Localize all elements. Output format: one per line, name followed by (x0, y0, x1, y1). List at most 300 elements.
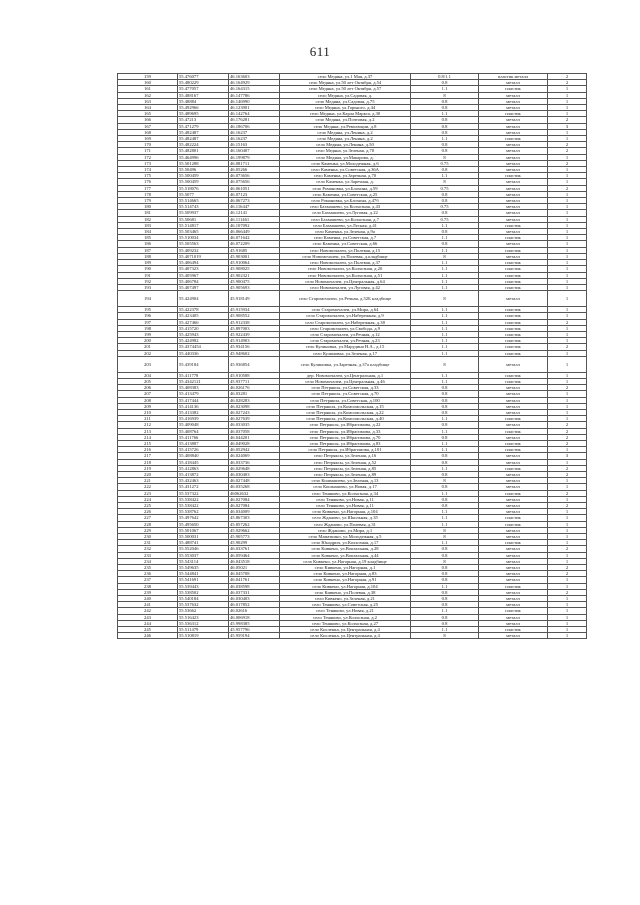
longitude-cell: 46.07123 (229, 191, 280, 197)
count-cell: 2 (548, 160, 587, 166)
address-cell: село Теняково, ул.Новая, д.11 (280, 496, 411, 502)
material-cell: металл (479, 154, 548, 160)
row-number-cell: 237 (118, 577, 178, 583)
volume-cell: 0.8 (411, 409, 479, 415)
count-cell: 1 (548, 577, 587, 583)
longitude-cell: 46.176281 (229, 117, 280, 123)
count-cell: 1 (548, 540, 587, 546)
material-cell: металл (479, 527, 548, 533)
registry-table (117, 73, 587, 639)
row-number-cell: 207 (118, 391, 178, 397)
row-number-cell: 216 (118, 447, 178, 453)
longitude-cell: 46.081711 (229, 160, 280, 166)
volume-cell: 0.8 (411, 620, 479, 626)
volume-cell: 0.8 (411, 459, 479, 465)
longitude-cell: 46.027639 (229, 416, 280, 422)
material-cell: металл (479, 577, 548, 583)
latitude-cell: 55.510034 (178, 235, 229, 241)
row-number-cell: 226 (118, 509, 178, 515)
volume-cell: 1.1 (411, 319, 479, 325)
count-cell: 1 (548, 204, 587, 210)
material-cell: металл (479, 98, 548, 104)
latitude-cell: 55.424904 (178, 291, 229, 307)
volume-cell: 0.8 (411, 471, 479, 477)
address-cell: село Маматкино, ул.Молодежная, д.5 (280, 534, 411, 540)
count-cell: 1 (548, 129, 587, 135)
latitude-cell: 55.409232 (178, 247, 229, 253)
material-cell: пластик (479, 627, 548, 633)
address-cell: село Кулиновка, ул.Заречная, д.37а кладбище (280, 356, 411, 372)
address-cell: село Петряксы, ул.Советская, д.33 (280, 385, 411, 391)
material-cell: пластик (479, 266, 548, 272)
count-cell: 2 (548, 428, 587, 434)
longitude-cell: 46.041761 (229, 577, 280, 583)
latitude-cell: 55.432463 (178, 478, 229, 484)
address-cell: село Медяна, ул.Садовая, д. (280, 92, 411, 98)
table-row (118, 247, 587, 253)
address-cell: село Медяна, ул.Почтовая, д.2 (280, 117, 411, 123)
row-number-cell: 243 (118, 614, 178, 620)
row-number-cell: 165 (118, 111, 178, 117)
material-cell: металл (479, 229, 548, 235)
row-number-cell: 197 (118, 319, 178, 325)
longitude-cell: 45.957796 (229, 627, 280, 633)
volume-cell: 0.8 (411, 503, 479, 509)
longitude-cell: 46.030403 (229, 596, 280, 602)
count-cell: 2 (548, 471, 587, 477)
volume-cell: 0.8 (411, 129, 479, 135)
latitude-cell: 55.431272 (178, 484, 229, 490)
count-cell: 1 (548, 179, 587, 185)
latitude-cell: 55.408764 (178, 428, 229, 434)
table-row (118, 577, 587, 583)
address-cell: село Старомочалеи, ул.Свобода, д.9 (280, 325, 411, 331)
material-cell: металл (479, 160, 548, 166)
volume-cell: 1.1 (411, 627, 479, 633)
volume-cell: 0.8 (411, 614, 479, 620)
count-cell: 1 (548, 284, 587, 290)
material-cell: металл (479, 403, 548, 409)
latitude-cell: 55.482224 (178, 142, 229, 148)
count-cell: 1 (548, 403, 587, 409)
address-cell: село Каменка, ул.Советская, д.7 (280, 235, 411, 241)
material-cell: металл (479, 204, 548, 210)
row-number-cell: 223 (118, 490, 178, 496)
material-cell: металл (479, 558, 548, 564)
count-cell: 1 (548, 216, 587, 222)
latitude-cell: 55.518076 (178, 185, 229, 191)
table-row (118, 278, 587, 284)
count-cell: 1 (548, 356, 587, 372)
address-cell: село Кивкено, ул.Полевая, д.38 (280, 589, 411, 595)
address-cell: село Бахмашево, ул.Колхозная, д.7 (280, 216, 411, 222)
table-row (118, 235, 587, 241)
count-cell: 1 (548, 260, 587, 266)
address-cell: село Петряксы, ул.Ибрагимова, д.70 (280, 434, 411, 440)
address-cell: село Петряксы, ул.Ибрагимова, д.22 (280, 422, 411, 428)
row-number-cell: 199 (118, 331, 178, 337)
table-row (118, 416, 587, 422)
material-cell: металл (479, 241, 548, 247)
count-cell: 1 (548, 447, 587, 453)
address-cell: село Каменка, ул.Зеленая, д.9а (280, 229, 411, 235)
address-cell: село Кивкено, ул.Нагорная, д.1 (280, 565, 411, 571)
latitude-cell: 55.422378 (178, 307, 229, 313)
volume-cell: 0.8 (411, 80, 479, 86)
longitude-cell: 45.912338 (229, 319, 280, 325)
row-number-cell: 188 (118, 253, 178, 259)
address-cell: село Новомочалеи, ул.Центральная, д.46 (280, 378, 411, 384)
count-cell: 3 (548, 453, 587, 459)
table-row (118, 260, 587, 266)
count-cell: 2 (548, 565, 587, 571)
material-cell: металл (479, 496, 548, 502)
volume-cell: 8 (411, 92, 479, 98)
material-cell: пластик (479, 378, 548, 384)
address-cell: село Романовка, ул.Блохина, д.59 (280, 185, 411, 191)
table-row (118, 191, 587, 197)
longitude-cell: 46.071642 (229, 235, 280, 241)
material-cell: металл (479, 142, 548, 148)
table-row (118, 571, 587, 577)
material-cell: металл (479, 509, 548, 515)
count-cell: 1 (548, 253, 587, 259)
volume-cell: 1.1 (411, 307, 479, 313)
longitude-cell: 45.90299 (229, 540, 280, 546)
material-cell: пластик (479, 608, 548, 614)
row-number-cell: 234 (118, 558, 178, 564)
material-cell: пластик (479, 416, 548, 422)
table-row (118, 98, 587, 104)
row-number-cell: 163 (118, 98, 178, 104)
row-number-cell: 167 (118, 123, 178, 129)
table-row (118, 465, 587, 471)
row-number-cell: 196 (118, 313, 178, 319)
address-cell: село Медяна, ул.Зеленая, д.70 (280, 148, 411, 154)
row-number-cell: 193 (118, 284, 178, 290)
volume-cell: 8 (411, 179, 479, 185)
address-cell: село Романовка, ул.Блохина, д.47б (280, 198, 411, 204)
count-cell: 1 (548, 596, 587, 602)
material-cell: пластик (479, 247, 548, 253)
volume-cell: 1.1 (411, 540, 479, 546)
longitude-cell: 46.037331 (229, 589, 280, 595)
longitude-cell: 46.163603 (229, 74, 280, 80)
row-number-cell: 235 (118, 565, 178, 571)
table-row (118, 546, 587, 552)
material-cell: металл (479, 185, 548, 191)
longitude-cell: 46.017852 (229, 602, 280, 608)
row-number-cell: 181 (118, 210, 178, 216)
material-cell: металл (479, 602, 548, 608)
row-number-cell: 227 (118, 515, 178, 521)
latitude-cell: 55.505563 (178, 241, 229, 247)
volume-cell: 0.8 (411, 117, 479, 123)
longitude-cell: 46.037058 (229, 428, 280, 434)
latitude-cell: 55.439184 (178, 356, 229, 372)
longitude-cell: 46.023098 (229, 403, 280, 409)
address-cell: село Медяна, ул.Ленина, д.50 (280, 142, 411, 148)
latitude-cell: 55.514743 (178, 204, 229, 210)
longitude-cell: 46.033761 (229, 546, 280, 552)
table-row (118, 534, 587, 540)
volume-cell: 1.1 (411, 222, 479, 228)
longitude-cell: 46.027084 (229, 503, 280, 509)
latitude-cell: 55.544841 (178, 571, 229, 577)
longitude-cell: 45.905693 (229, 284, 280, 290)
longitude-cell: 45.918149 (229, 291, 280, 307)
material-cell: металл (479, 565, 548, 571)
longitude-cell: 46.02616 (229, 608, 280, 614)
row-number-cell: 176 (118, 179, 178, 185)
volume-cell: 0.8 (411, 210, 479, 216)
count-cell: 1 (548, 154, 587, 160)
table-row (118, 229, 587, 235)
table-row (118, 319, 587, 325)
table-row (118, 633, 587, 639)
latitude-cell: 55.53662 (178, 608, 229, 614)
volume-cell: 0.8 (411, 496, 479, 502)
volume-cell: 0.75 (411, 216, 479, 222)
longitude-cell: 46.038598 (229, 583, 280, 589)
table-row (118, 266, 587, 272)
volume-cell: 0.8 (411, 453, 479, 459)
longitude-cell: 46.146990 (229, 98, 280, 104)
count-cell: 1 (548, 92, 587, 98)
address-cell: село Жданово, ул.Полевая, д.31 (280, 521, 411, 527)
table-row (118, 117, 587, 123)
address-cell: село Медяна, ул.Горького, д.44 (280, 105, 411, 111)
address-cell: село Медяна, ул.1 Мая, д.37 (280, 74, 411, 80)
longitude-cell: 46.147786 (229, 92, 280, 98)
longitude-cell: 45.936854 (229, 356, 280, 372)
latitude-cell: 55.537322 (178, 490, 229, 496)
longitude-cell: 45.959194 (229, 633, 280, 639)
table-row (118, 253, 587, 259)
table-row (118, 484, 587, 490)
material-cell: пластик (479, 465, 548, 471)
material-cell: металл (479, 385, 548, 391)
material-cell: пластик (479, 284, 548, 290)
table-row (118, 136, 587, 142)
table-row (118, 409, 587, 415)
table-row (118, 142, 587, 148)
longitude-cell: 46.043518 (229, 558, 280, 564)
table-row (118, 74, 587, 80)
address-cell: село Медяна, ул.Ленина, д.2 (280, 136, 411, 142)
latitude-cell: 55.476077 (178, 74, 229, 80)
volume-cell: 1.1 (411, 428, 479, 434)
volume-cell: 1.1 (411, 608, 479, 614)
count-cell: 2 (548, 142, 587, 148)
volume-cell: 8 (411, 478, 479, 484)
table-row (118, 338, 587, 344)
row-number-cell: 232 (118, 546, 178, 552)
table-row (118, 440, 587, 446)
count-cell: 1 (548, 552, 587, 558)
address-cell: село Медяна, ул.Ленина, д.2 (280, 129, 411, 135)
volume-cell: 1.1 (411, 136, 479, 142)
table-row (118, 291, 587, 307)
material-cell: пластик (479, 260, 548, 266)
table-row (118, 565, 587, 571)
row-number-cell: 201 (118, 344, 178, 350)
table-row (118, 198, 587, 204)
address-cell: село Медяна, ул.Макарова, д. (280, 154, 411, 160)
row-number-cell: 239 (118, 589, 178, 595)
count-cell: 2 (548, 465, 587, 471)
count-cell: 2 (548, 490, 587, 496)
volume-cell: 0.8 (411, 98, 479, 104)
material-cell: металл (479, 198, 548, 204)
count-cell: 1 (548, 210, 587, 216)
longitude-cell: 45.914903 (229, 338, 280, 344)
latitude-cell: 55.538762 (178, 509, 229, 515)
latitude-cell: 55.482487 (178, 136, 229, 142)
count-cell: 2 (548, 344, 587, 350)
table-row (118, 307, 587, 313)
material-cell: металл (479, 105, 548, 111)
table-row (118, 608, 587, 614)
volume-cell: 0.8 (411, 434, 479, 440)
material-cell: пластик (479, 583, 548, 589)
address-cell: село Старомочалеи, ул.Набережная, д.9 (280, 313, 411, 319)
count-cell: 1 (548, 325, 587, 331)
material-cell: металл (479, 129, 548, 135)
count-cell: 1 (548, 378, 587, 384)
material-cell: металл (479, 397, 548, 403)
volume-cell: 1.1 (411, 378, 479, 384)
longitude-cell: 46.075656 (229, 179, 280, 185)
longitude-cell: 45.910064 (229, 260, 280, 266)
longitude-cell: 46.164929 (229, 80, 280, 86)
volume-cell: 8 (411, 558, 479, 564)
table-row (118, 173, 587, 179)
volume-cell: 1.1 (411, 521, 479, 527)
latitude-cell: 55.408383 (178, 385, 229, 391)
row-number-cell: 191 (118, 272, 178, 278)
address-cell: село Теняково, ул.Колхозная, д.2 (280, 614, 411, 620)
longitude-cell: 46.034009 (229, 509, 280, 515)
volume-cell: 0.75 (411, 160, 479, 166)
count-cell: 1 (548, 247, 587, 253)
latitude-cell: 55.500459 (178, 179, 229, 185)
longitude-cell: 45.905773 (229, 534, 280, 540)
table-row (118, 521, 587, 527)
longitude-cell: 45.897003 (229, 325, 280, 331)
count-cell: 2 (548, 503, 587, 509)
table-row (118, 478, 587, 484)
table-row (118, 589, 587, 595)
material-cell: пластик (479, 313, 548, 319)
count-cell: 1 (548, 391, 587, 397)
longitude-cell: 46.03281 (229, 391, 280, 397)
count-cell: 1 (548, 496, 587, 502)
row-number-cell: 231 (118, 540, 178, 546)
address-cell: село Старомочалеи, ул.Мира, д.64 (280, 307, 411, 313)
table-row (118, 602, 587, 608)
row-number-cell: 177 (118, 185, 178, 191)
row-number-cell: 230 (118, 534, 178, 540)
volume-cell: 1.1 (411, 173, 479, 179)
material-cell: пластик (479, 490, 548, 496)
longitude-cell: 45.910588 (229, 372, 280, 378)
table-row (118, 129, 587, 135)
longitude-cell: 46.024069 (229, 453, 280, 459)
longitude-cell: 45.91685 (229, 247, 280, 253)
material-cell: металл (479, 167, 548, 173)
latitude-cell: 55.488167 (178, 92, 229, 98)
volume-cell: 0.8 (411, 565, 479, 571)
table-row (118, 378, 587, 384)
material-cell: металл (479, 534, 548, 540)
row-number-cell: 224 (118, 496, 178, 502)
material-cell: пластик (479, 331, 548, 337)
volume-cell: 1.1 (411, 331, 479, 337)
latitude-cell: 55.549635 (178, 565, 229, 571)
page-number: 611 (309, 44, 331, 59)
latitude-cell: 55.537632 (178, 602, 229, 608)
count-cell: 1 (548, 105, 587, 111)
material-cell: металл (479, 571, 548, 577)
address-cell: село Старомочалеи, ул.Набережная, д.38 (280, 319, 411, 325)
longitude-cell: 46.049028 (229, 440, 280, 446)
volume-cell: 1.1 (411, 440, 479, 446)
longitude-cell: 46.05021 (229, 565, 280, 571)
table-row (118, 527, 587, 533)
volume-cell: 1.1 (411, 260, 479, 266)
latitude-cell: 55.514817 (178, 222, 229, 228)
volume-cell: 8 (411, 633, 479, 639)
latitude-cell: 55.492966 (178, 105, 229, 111)
volume-cell: 0.8 (411, 577, 479, 583)
row-number-cell: 242 (118, 608, 178, 614)
volume-cell: 0.8 (411, 229, 479, 235)
row-number-cell: 182 (118, 216, 178, 222)
volume-cell: 0.8 (411, 571, 479, 577)
address-cell: село Петряксы, ул.Ибрагимова, д.83 (280, 440, 411, 446)
row-number-cell: 159 (118, 74, 178, 80)
volume-cell: 0.8 (411, 397, 479, 403)
longitude-cell: 46.028283 (229, 397, 280, 403)
latitude-cell: 55.543114 (178, 558, 229, 564)
count-cell: 1 (548, 534, 587, 540)
row-number-cell: 174 (118, 167, 178, 173)
table-row (118, 583, 587, 589)
longitude-cell: 46.035268 (229, 484, 280, 490)
address-cell: дер. Новомочалеи, ул.Центральная, д.1 (280, 372, 411, 378)
count-cell: 1 (548, 558, 587, 564)
material-cell: металл (479, 503, 548, 509)
latitude-cell: 55.4342121 (178, 378, 229, 384)
material-cell: металл (479, 453, 548, 459)
count-cell: 2 (548, 440, 587, 446)
material-cell: металл (479, 253, 548, 259)
latitude-cell: 55.541691 (178, 577, 229, 583)
latitude-cell: 55.5077 (178, 191, 229, 197)
table-row (118, 123, 587, 129)
row-number-cell: 204 (118, 372, 178, 378)
address-cell: село Новомочалеи, ул.Центральная, д.64 (280, 278, 411, 284)
material-cell: металл (479, 484, 548, 490)
count-cell: 2 (548, 571, 587, 577)
latitude-cell: 55.482487 (178, 129, 229, 135)
count-cell: 1 (548, 350, 587, 356)
volume-cell: 0.8 (411, 391, 479, 397)
longitude-cell: 46.033736 (229, 459, 280, 465)
table-row (118, 92, 587, 98)
latitude-cell: 55.503465 (178, 229, 229, 235)
